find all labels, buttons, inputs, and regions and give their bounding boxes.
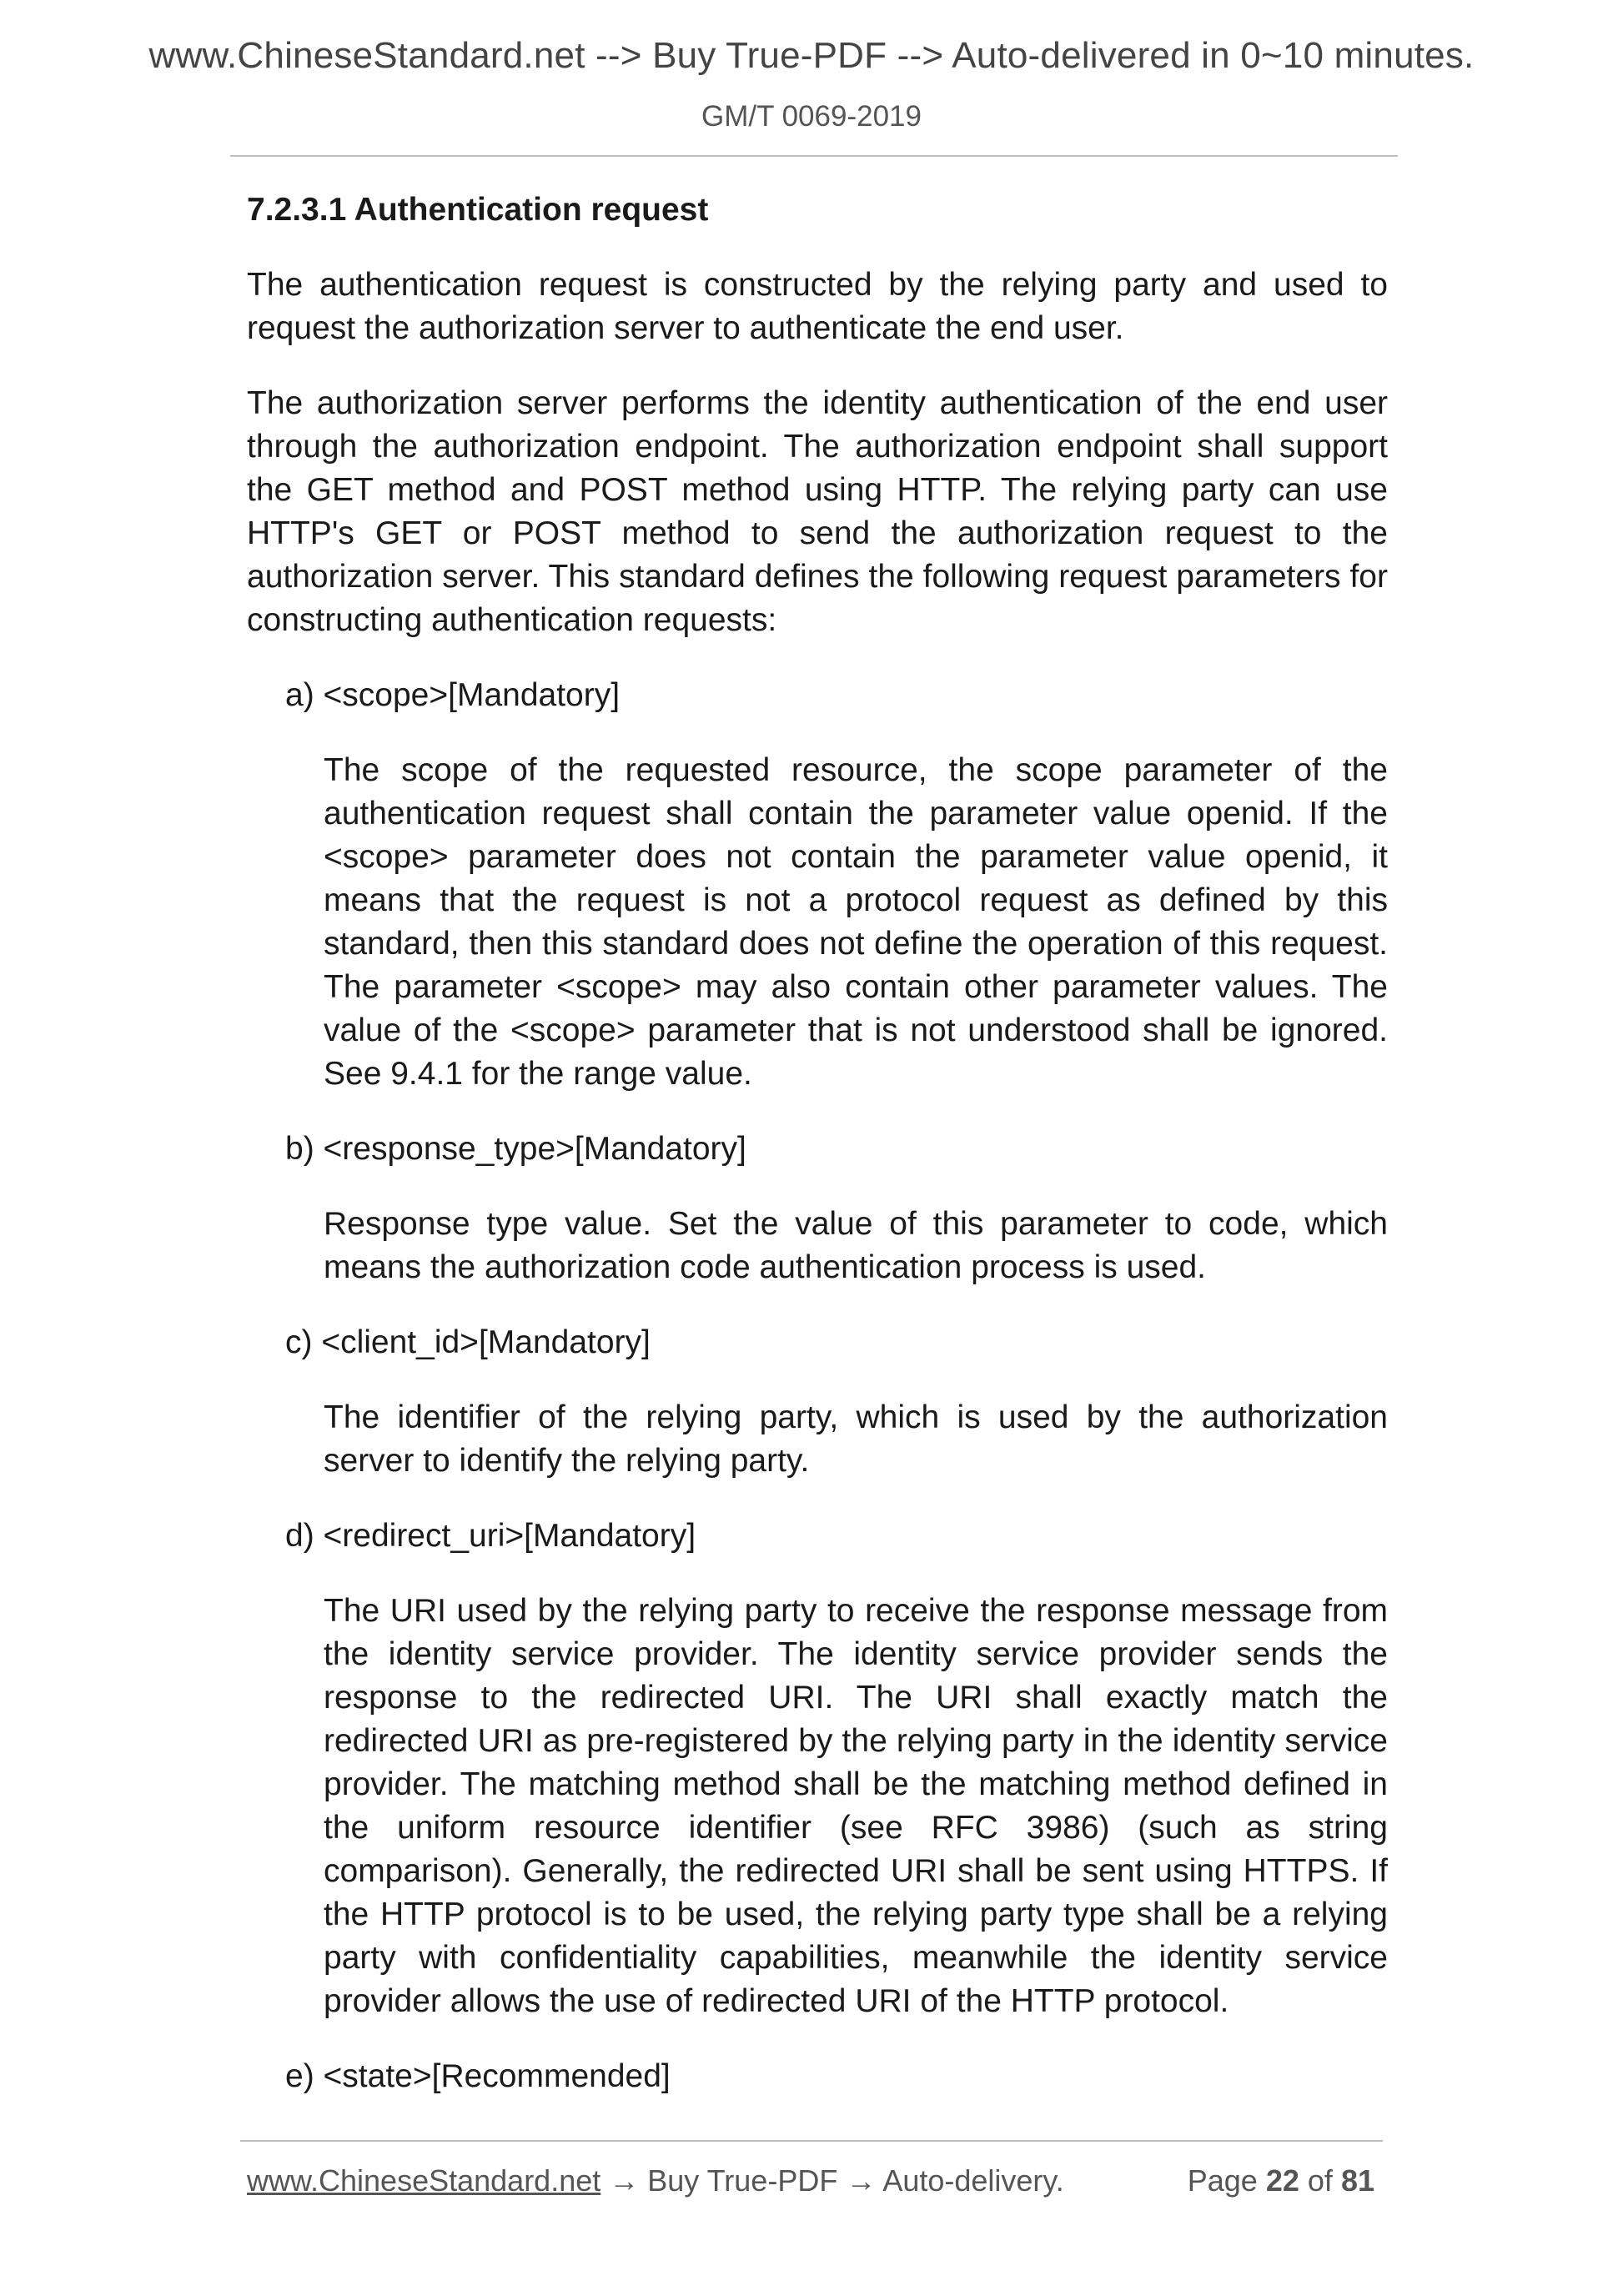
- paragraph-intro: The authentication request is constructed by the relying party and used to request the authorization server to authenticate the end user.: [247, 267, 1388, 346]
- section-heading: 7.2.3.1 Authentication request: [247, 192, 709, 228]
- page-number: [1188, 2163, 1374, 2198]
- param-response-type-description: Response type value. Set the value of this parameter to code, which means the authorization code authentication process is used.: [324, 1206, 1388, 1285]
- footer-divider: [240, 2140, 1383, 2142]
- page-label: Page: [1187, 2163, 1258, 2198]
- document-id: GM/T 0069-2019: [701, 100, 922, 133]
- param-scope-label: a) <scope>[Mandatory]: [285, 677, 621, 713]
- footer-site-link[interactable]: www.ChineseStandard.net: [247, 2163, 601, 2198]
- paragraph-endpoint: The authorization server performs the identity authentication of the end user through the authorization endpoint. The authorization endpoint shall support the GET method and POST method using HTTP. The relying party can use HTTP's GET or POST method to send the authorization request to the authorization server. This standard defines the following request parameters for constructing authentication requests:: [247, 385, 1388, 638]
- current-page: 22: [1265, 2163, 1299, 2198]
- param-client-id-description: The identifier of the relying party, which is used by the authorization server to identify the relying party.: [324, 1399, 1388, 1479]
- page-content: [247, 188, 1388, 2130]
- footer-tagline: → Buy True-PDF → Auto-delivery.: [600, 2163, 1064, 2198]
- header-divider: [230, 155, 1398, 157]
- total-pages: 81: [1340, 2163, 1374, 2198]
- param-response-type-label: b) <response_type>[Mandatory]: [285, 1131, 746, 1167]
- param-redirect-uri-description: The URI used by the relying party to receive the response message from the identity service provider. The identity service provider sends the response to the redirected URI. The URI shall exactly match the redirected URI as pre-registered by the relying party in the identity service provider. The matching method shall be the matching method defined in the uniform resource identifier (see RFC 3986) (such as string comparison). Generally, the redirected URI shall be sent using HTTPS. If the HTTP protocol is to be used, the relying party type shall be a relying party with confidentiality capabilities, meanwhile the identity service provider allows the use of redirected URI of the HTTP protocol.: [324, 1593, 1388, 2019]
- param-redirect-uri-label: d) <redirect_uri>[Mandatory]: [285, 1518, 696, 1554]
- param-client-id-label: c) <client_id>[Mandatory]: [285, 1324, 651, 1360]
- page-footer: [247, 2163, 1374, 2198]
- header-banner: www.ChineseStandard.net --> Buy True-PDF --> Auto-delivered in 0~10 minutes.: [148, 35, 1475, 76]
- of-label: of: [1307, 2163, 1333, 2198]
- param-scope-description: The scope of the requested resource, the scope parameter of the authentication request shall contain the parameter value openid. If the <scope> parameter does not contain the parameter value openid, it means that the request is not a protocol request as defined by this standard, then this standard does not define the operation of this request. The parameter <scope> may also contain other parameter values. The value of the <scope> parameter that is not understood shall be ignored. See 9.4.1 for the range value.: [324, 752, 1388, 1092]
- param-state-label: e) <state>[Recommended]: [285, 2058, 671, 2094]
